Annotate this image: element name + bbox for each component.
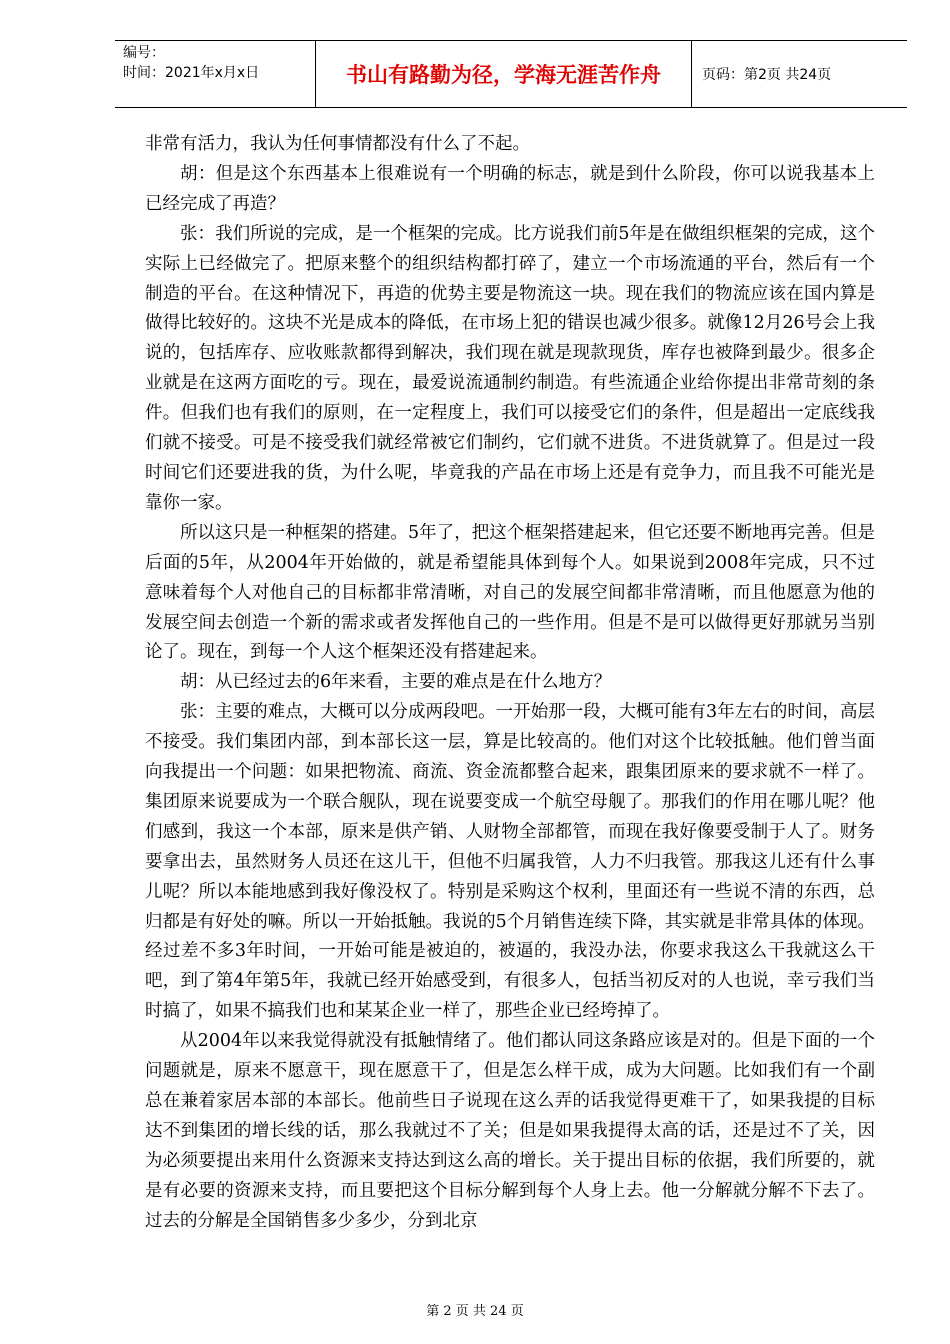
header-motto: 书山有路勤为径，学海无涯苦作舟 [316, 41, 692, 107]
paragraph: 所以这只是一种框架的搭建。5年了，把这个框架搭建起来，但它还要不断地再完善。但是后面的5年，从2004年开始做的，就是希望能具体到每个人。如果说到2008年完成，只不过意味着每个人对他自己的目标都非常清晰，对自己的发展空间都非常清晰，而且他愿意为他的发展空间去创造一个新的需求或者发挥他自己的一些作用。但是不是可以做得更好那就另当别论了。现在，到每一个人这个框架还没有搭建起来。 [145, 522, 875, 663]
header-number: 编号： [123, 45, 165, 61]
paragraph: 从2004年以来我觉得就没有抵触情绪了。他们都认同这条路应该是对的。但是下面的一个问题就是，原来不愿意干，现在愿意干了，但是怎么样干成，成为大问题。比如我们有一个副总在兼着家居本部的本部长。他前些日子说现在这么弄的话我觉得更难干了，如果我提的目标达不到集团的增长线的话，那么我就过不了关；但是如果我提得太高的话，还是过不了关，因为必须要提出来用什么资源来支持达到这么高的增长。关于提出目标的依据，我们所要的，就是有必要的资源来支持，而且要把这个目标分解到每个人身上去。他一分解就分解不下去了。过去的分解是全国销售多少多少，分到北京 [145, 1031, 875, 1231]
header-time: 时间：2021年x月x日 [123, 65, 260, 81]
page-footer: 第 2 页 共 24 页 [426, 1304, 524, 1319]
header-page-number: 页码：第2页 共24页 [702, 67, 832, 83]
paragraph: 胡：但是这个东西基本上很难说有一个明确的标志，就是到什么阶段，你可以说我基本上已经完成了再造？ [145, 163, 875, 214]
document-body [145, 130, 875, 1237]
paragraph: 非常有活力，我认为任何事情都没有什么了不起。 [145, 134, 530, 154]
paragraph: 张：主要的难点，大概可以分成两段吧。一开始那一段，大概可能有3年左右的时间，高层不接受。我们集团内部，到本部长这一层，算是比较高的。他们对这个比较抵触。他们曾当面向我提出一个问题：如果把物流、商流、资金流都整合起来，跟集团原来的要求就不一样了。集团原来说要成为一个联合舰队，现在说要变成一个航空母舰了。那我们的作用在哪儿呢？他们感到，我这一个本部，原来是供产销、人财物全部都管，而现在我好像要受制于人了。财务要拿出去，虽然财务人员还在这儿干，但他不归属我管，人力不归我管。那我这儿还有什么事儿呢？所以本能地感到我好像没权了。特别是采购这个权利，里面还有一些说不清的东西，总归都是有好处的嘛。所以一开始抵触。我说的5个月销售连续下降，其实就是非常具体的体现。经过差不多3年时间，一开始可能是被迫的，被逼的，我没办法，你要求我这么干我就这么干吧，到了第4年第5年，我就已经开始感受到，有很多人，包括当初反对的人也说，幸亏我们当时搞了，如果不搞我们也和某某企业一样了，那些企业已经垮掉了。 [145, 702, 875, 1022]
header-meta [115, 41, 316, 107]
paragraph: 胡：从已经过去的6年来看，主要的难点是在什么地方？ [180, 672, 612, 693]
document-header [115, 40, 907, 108]
paragraph: 张：我们所说的完成，是一个框架的完成。比方说我们前5年是在做组织框架的完成，这个实际上已经做完了。把原来整个的组织结构都打碎了，建立一个市场流通的平台，然后有一个制造的平台。在这种情况下，再造的优势主要是物流这一块。现在我们的物流应该在国内算是做得比较好的。这块不光是成本的降低，在市场上犯的错误也减少很多。就像12月26号会上我说的，包括库存、应收账款都得到解决，我们现在就是现款现货，库存也被降到最少。很多企业就是在这两方面吃的亏。现在，最爱说流通制约制造。有些流通企业给你提出非常苛刻的条件。但我们也有我们的原则，在一定程度上，我们可以接受它们的条件，但是超出一定底线我们就不接受。可是不接受我们就经常被它们制约，它们就不进货。不进货就算了。但是过一段时间它们还要进我的货，为什么呢，毕竟我的产品在市场上还是有竞争力，而且我不可能光是靠你一家。 [145, 223, 875, 513]
